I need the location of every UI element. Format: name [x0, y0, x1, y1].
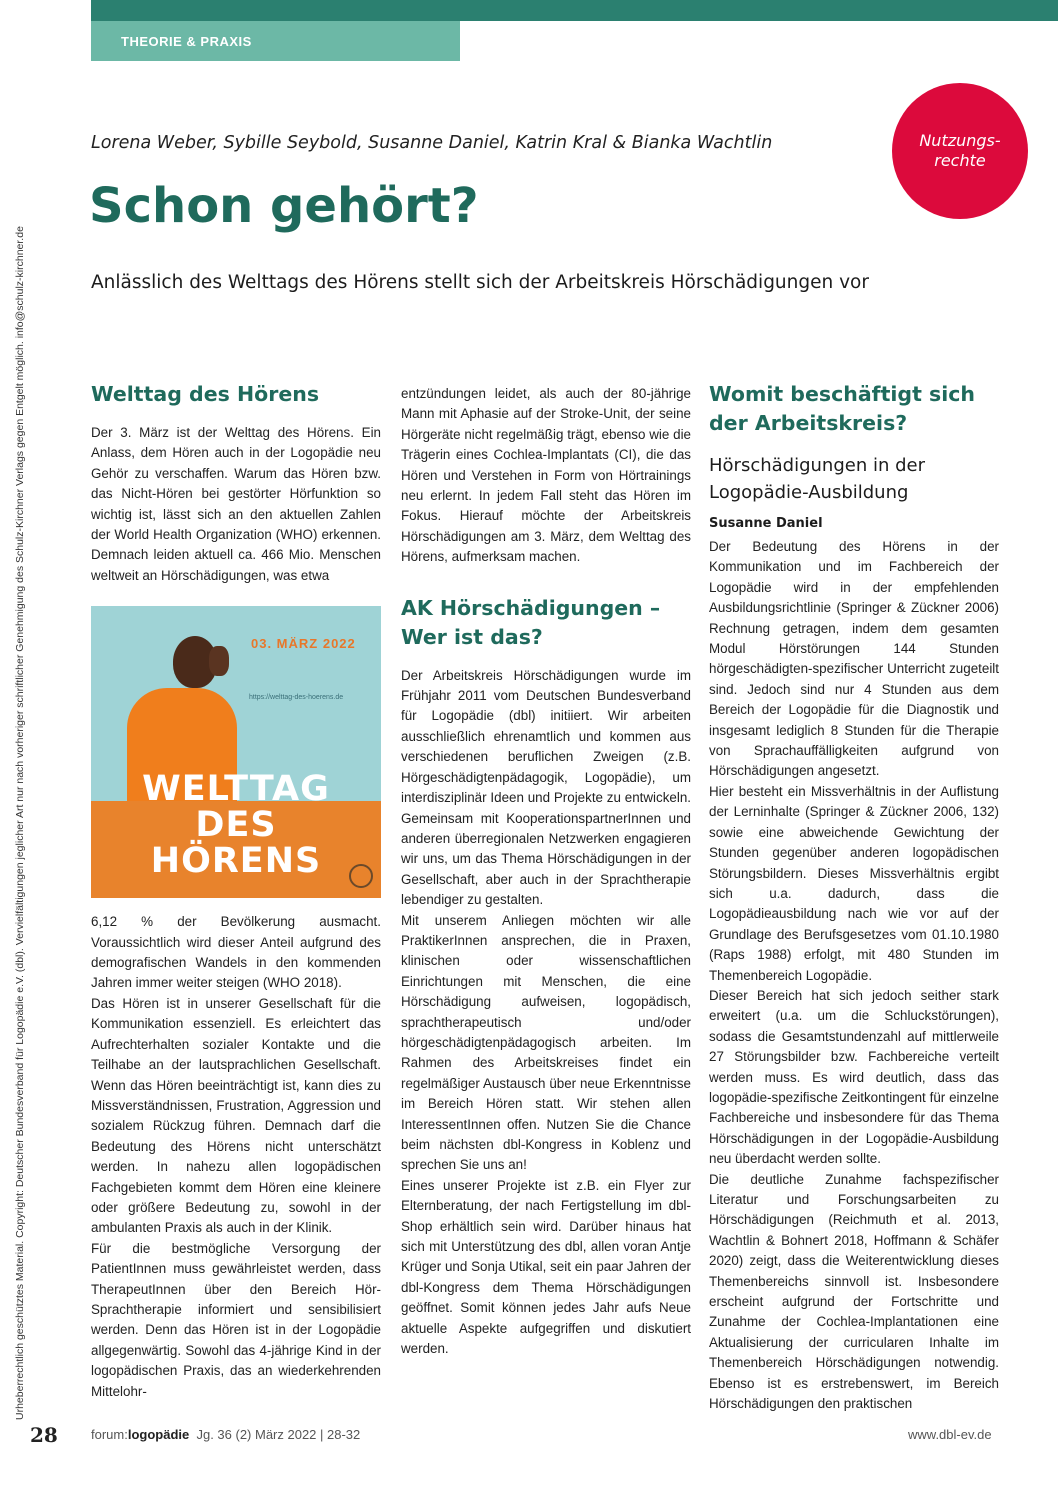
heading-welttag: Welttag des Hörens — [91, 382, 320, 406]
article-title: Schon gehört? — [89, 178, 479, 234]
website-link[interactable]: www.dbl-ev.de — [908, 1427, 992, 1442]
top-color-bar — [91, 0, 1058, 21]
article-authors: Lorena Weber, Sybille Seybold, Susanne Daniel, Katrin Kral & Bianka Wachtlin — [91, 133, 773, 153]
paragraph: Für die bestmögliche Versorgung der PatientInnen muss gewährleistet werden, dass TherapeutInnen über den Bereich Hör-Sprachtherapie informiert und sensibilisiert werden. Denn das Hören ist in der Logopädie allgegenwärtig. Sowohl das 4-jährige Kind in der logopädischen Praxis, das an wiederkehrenden Mittelohr- — [91, 1240, 381, 1399]
usage-rights-badge[interactable]: Nutzungs- rechte — [892, 83, 1028, 219]
paragraph: Hier besteht ein Missverhältnis in der Auflistung der Lerninhalte (Springer & Zückner 2006, 132) sowie eine abweichende Gewichtung der Stunden gegenüber anderen logopädischen Störungsbildern. Dieses Missverhältnis ergibt sich u.a. dadurch, dass die Logopädieausbildung nach wie vor auf der Grundlage des Berufsgesetzes vom 01.10.1980 (Raps 1988) erfolgt, mit 480 Stunden im Themenbereich Logopädie. — [709, 783, 999, 983]
heading-ak: AK Hörschädigungen – Wer ist das? — [401, 595, 661, 649]
paragraph: Der Arbeitskreis Hörschädigungen wurde im Frühjahr 2011 vom Deutschen Bundesverband für Logopädie (dbl) initiiert. Wir arbeiten ausschließlich ehrenamtlich und kommen aus verschiedenen beruflichen Zweigen (z.B. Hörgeschädigtenpädagogik, Logopädie), um interdisziplinär Ideen und Projekte zu entwickeln. Gemeinsam mit KooperationspartnerInnen und anderen überregionalen Netzwerken engagieren wir uns, um das Thema Hörschädigungen in der Gesellschaft, aber auch in der Sprachtherapie lebendiger zu gestalten. — [401, 667, 691, 908]
paragraph: entzündungen leidet, als auch der 80-jährige Mann mit Aphasie auf der Stroke-Unit, der seine Hörgeräte nicht regelmäßig trägt, ebenso wie die Trägerin eines Cochlea-Implantats (CI), die das Hören und Verstehen in Form von Hörtrainings neu erlernt. In jedem Fall steht das Hören im Fokus. Hierauf möchte der Arbeitskreis Hörschädigungen am 3. März, dem Welttag des Hörens, aufmerksam machen. — [401, 386, 691, 565]
article-subtitle: Anlässlich des Welttags des Hörens stellt sich der Arbeitskreis Hörschädigungen vor — [91, 272, 869, 293]
paragraph: Der Bedeutung des Hörens in der Kommunikation und im Fachbereich der Logopädie wird in der empfehlenden Ausbildungsrichtlinie (Springer & Zückner 2006) Rechnung getragen, indem dem gesamten Modul Hörstörungen 144 Stunden hörgeschädigten-spezifischer Unterricht zugeteilt sind. Jedoch sind nur 4 Stunden aus dem Bereich der Logopädie für die Diagnostik und insgesamt lediglich 8 Stunden für die Therapie von Sprachauffälligkeiten aufgrund von Hörschädigungen angesetzt. — [709, 539, 999, 779]
paragraph: Eines unserer Projekte ist z.B. ein Flyer zur Elternberatung, der nach Fertigstellung im dbl-Shop erhältlich sein wird. Darüber hinaus hat sich mit Unterstützung des dbl, allen voran Antje Krüger und Sonja Utikal, seit ein paar Jahren der dbl-Kongress dem Thema Hörschädigungen geöffnet. Somit können jedes Jahr aufs Neue aktuelle Aspekte aufgegriffen und diskutiert werden. — [401, 1177, 691, 1357]
section-label: THEORIE & PRAXIS — [91, 21, 460, 61]
poster-url: https://welttag-des-hoerens.de — [249, 694, 344, 702]
paragraph: Mit unserem Anliegen möchten wir alle PraktikerInnen ansprechen, die in Praxen, klinischen oder wissenschaftlichen Einrichtungen mit Menschen, die eine Hörschädigung aufweisen, logopädisch, sprachtherapeutisch und/oder hörgeschädigtenpädagogisch arbeiten. Im Rahmen des Arbeitskreises findet ein regelmäßiger Austausch über neue Erkenntnisse im Bereich Hören statt. Wir stehen allen InteressentInnen offen. Nutzen Sie die Chance beim nächsten dbl-Kongress in Koblenz und sprechen Sie uns an! — [401, 912, 691, 1173]
poster-person-hand — [209, 646, 229, 676]
journal-info — [91, 1427, 360, 1442]
subheading-ausbildung: Hörschädigungen in der Logopädie-Ausbildung — [709, 455, 925, 503]
copyright-note: Urheberrechtlich geschütztes Material. Copyright: Deutscher Bundesverband für Logopädie e.V. (dbl). Vervielfältigungen jeglicher Art nur nach vorheriger schriftlicher Genehmigung des Schulz-Kirchner Verlags gegen Entgelt möglich. info@schulz-kirchner.de — [14, 226, 26, 1420]
paragraph: Der 3. März ist der Welttag des Hörens. Ein Anlass, dem Hören auch in der Logopädie neu Gehör zu verschaffen. Warum das Hören bzw. das Nicht-Hören bei gestörter Hörfunktion so wichtig ist, lässt sich an den aktuellen Zahlen der World Health Organization (WHO) erkennen. Demnach leiden aktuell ca. 466 Mio. Menschen weltweit an Hörschädigungen, was etwa — [91, 425, 381, 583]
poster-headline: WELTTAG DES HÖRENS — [142, 769, 330, 882]
paragraph: Die deutliche Zunahme fachspezifischer Literatur und Forschungsarbeiten zu Hörschädigungen (Reichmuth et al. 2013, Wachtlin & Bohnert 2018, Hoffmann & Schäfer 2020) zeigt, dass die Weiterentwicklung dieses Themenbereichs sinnvoll ist. Insbesondere erscheint aufgrund der Fortschritte und Zunahme der Cochlea-Implantationen eine Aktualisierung der curricularen Inhalte im Themenbereich Hörschädigungen notwendig. Ebenso ist es erstrebenswert, im Bereich Hörschädigungen den praktischen — [709, 1171, 999, 1412]
paragraph: Das Hören ist in unserer Gesellschaft für die Kommunikation essenziell. Es erleichtert das Aufrechterhalten sozialer Kontakte und die Teilhabe an der lautsprachlichen Gesellschaft. Wenn das Hören beeinträchtigt ist, kann dies zu Missverständnissen, Frustration, Aggression und sozialem Rückzug führen. Demnach darf die Bedeutung des Hörens nicht unterschätzt werden. In nahezu allen logopädischen Fachgebieten kommt dem Hören eine kleinere oder größere Bedeutung zu, sowohl in der ambulanten Praxis als auch in der Klinik. — [91, 995, 381, 1236]
column-3 — [709, 380, 999, 1414]
column-2 — [401, 384, 691, 1359]
paragraph: 6,12 % der Bevölkerung ausmacht. Voraussichtlich wird dieser Anteil aufgrund des demografischen Wandels in den kommenden Jahren immer weiter steigen (WHO 2018). — [91, 914, 381, 991]
poster-ear-logo-icon — [349, 864, 373, 888]
page-number: 28 — [30, 1423, 58, 1447]
spacer — [401, 568, 691, 584]
paragraph: Dieser Bereich hat sich jedoch seither stark erweitert (u.a. um die Schluckstörungen), sodass die Gesamtstundenzahl auf mittlerweile 27 Störungsbilder bzw. Fachbereiche verteilt werden muss. Es wird deutlich, dass das logopädie-spezifische Zeitkontingent für einzelne Fachbereiche und insbesondere für das Thema Hörschädigungen in der Logopädie-Ausbildung neu überdacht werden sollte. — [709, 987, 999, 1167]
welttag-poster-image — [91, 606, 381, 898]
column-1 — [91, 380, 381, 1402]
poster-date: 03. MÄRZ 2022 — [251, 636, 356, 652]
journal-issue: Jg. 36 (2) März 2022 | 28-32 — [196, 1427, 361, 1442]
journal-name: logopädie — [127, 1427, 190, 1442]
heading-womit: Womit beschäftigt sich der Arbeitskreis? — [709, 382, 975, 435]
section-author: Susanne Daniel — [709, 516, 823, 531]
journal-prefix: forum: — [91, 1427, 128, 1442]
